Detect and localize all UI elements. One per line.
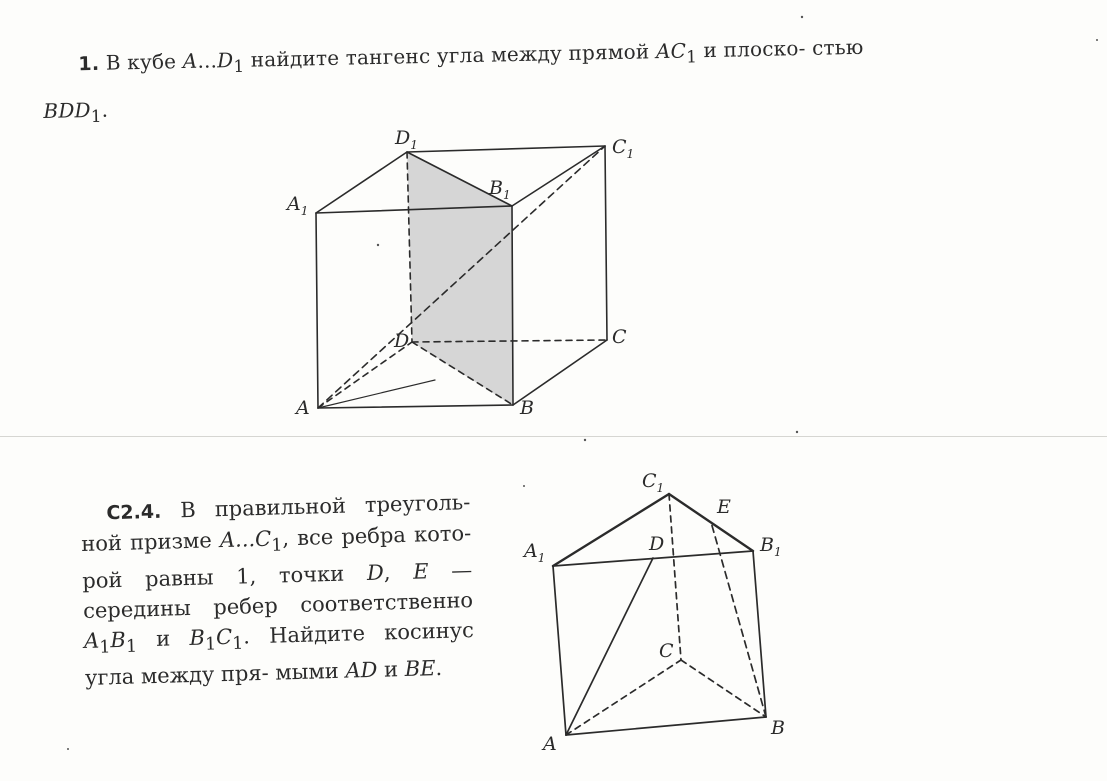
edge-a-b (318, 405, 513, 408)
label-c1: $C_1$ (642, 470, 665, 495)
task-2-math-b: B (189, 625, 206, 651)
task-2-math-be: BE (404, 656, 436, 682)
task-1-text-before: В кубе (105, 49, 184, 75)
label-a1: $A_1$ (524, 540, 546, 565)
task-1-math-ac: AC (655, 38, 687, 64)
task-2-math-e: E (412, 559, 429, 584)
task-2-sub: 1 (271, 535, 283, 556)
task-2-sub: 1 (99, 637, 111, 658)
label-b1: $B_1$ (760, 534, 782, 559)
label-a: A (296, 397, 310, 419)
edge-c1-b1 (669, 494, 753, 551)
label-b1: $B_1$ (489, 177, 511, 202)
task-2-and: и (136, 626, 190, 652)
scan-specks (67, 16, 1098, 750)
task-2-sub: 1 (125, 636, 138, 658)
edge-b-b1 (512, 206, 513, 405)
edge-a1-d1 (316, 152, 407, 213)
task-2-math-a: A (83, 628, 100, 654)
task-2-sub: 1 (232, 633, 244, 655)
task-1-text-end: . (101, 97, 109, 122)
task-2-text-2: , все ребра кото- рой равны 1, точки (81, 521, 472, 594)
label-e: E (717, 496, 731, 518)
edge-b1-c1 (512, 146, 605, 206)
task-2-text-3: — середины ребер соответственно (82, 558, 474, 624)
edge-b-c (513, 340, 607, 405)
task-2-sub: 1 (204, 634, 217, 655)
label-c1: $C_1$ (612, 136, 635, 161)
edge-a1-c1 (553, 494, 669, 566)
prism-labels (522, 470, 785, 755)
task-2-text-1: В правильной треуголь- ной призме (80, 490, 471, 556)
segment-a-to-plane (318, 380, 435, 408)
label-d: D (394, 330, 410, 352)
task-1-math-bdd: BDD (43, 97, 92, 123)
task-2-comma: , (383, 559, 414, 585)
label-c: C (612, 326, 627, 348)
task-2-math-c: C (215, 625, 233, 650)
label-b: B (520, 397, 534, 419)
task-2-text-4: . Найдите косинус угла между пря- мыми (84, 618, 475, 691)
edge-c-b-hidden (681, 660, 766, 717)
label-a1: $A_1$ (287, 193, 309, 218)
task-1-text-mid: найдите тангенс угла между прямой (243, 39, 657, 72)
task-1-math-a: A (182, 48, 198, 74)
task-1-text-mid2: и плоско- стью (696, 34, 864, 63)
task-1-ellipsis: ... (197, 48, 218, 73)
cube-figure (316, 146, 607, 408)
segment-a-d (566, 558, 653, 735)
task-2-math-ad: AD (345, 658, 378, 684)
task-2-text-end: . (435, 656, 443, 681)
edge-c-c1-hidden (669, 494, 681, 660)
edge-c-c1 (605, 146, 607, 340)
label-a: A (543, 733, 557, 755)
task-1-sub: 1 (233, 56, 245, 76)
label-b: B (771, 717, 785, 739)
task-1-math-d: D (216, 47, 234, 73)
task-2-math-d: D (366, 560, 385, 586)
task-1-number: 1. (78, 52, 100, 76)
prism-figure (553, 494, 766, 735)
edge-a-c-hidden (566, 660, 681, 735)
edge-a-b (566, 717, 766, 735)
edge-d1-c1 (407, 146, 605, 152)
task-1-sub: 1 (90, 106, 102, 126)
task-1-sub: 1 (686, 47, 698, 67)
label-d: D (649, 533, 665, 555)
edge-a-a1 (316, 213, 318, 408)
label-c: C (659, 640, 674, 662)
task-2-and-2: и (377, 657, 406, 683)
label-d1: $D_1$ (395, 127, 418, 152)
task-2-number: С2.4. (106, 500, 162, 525)
task-2-math-ac: A...C (219, 526, 272, 553)
task-2-math-b: B (109, 627, 127, 653)
edge-a-a1 (553, 566, 566, 735)
